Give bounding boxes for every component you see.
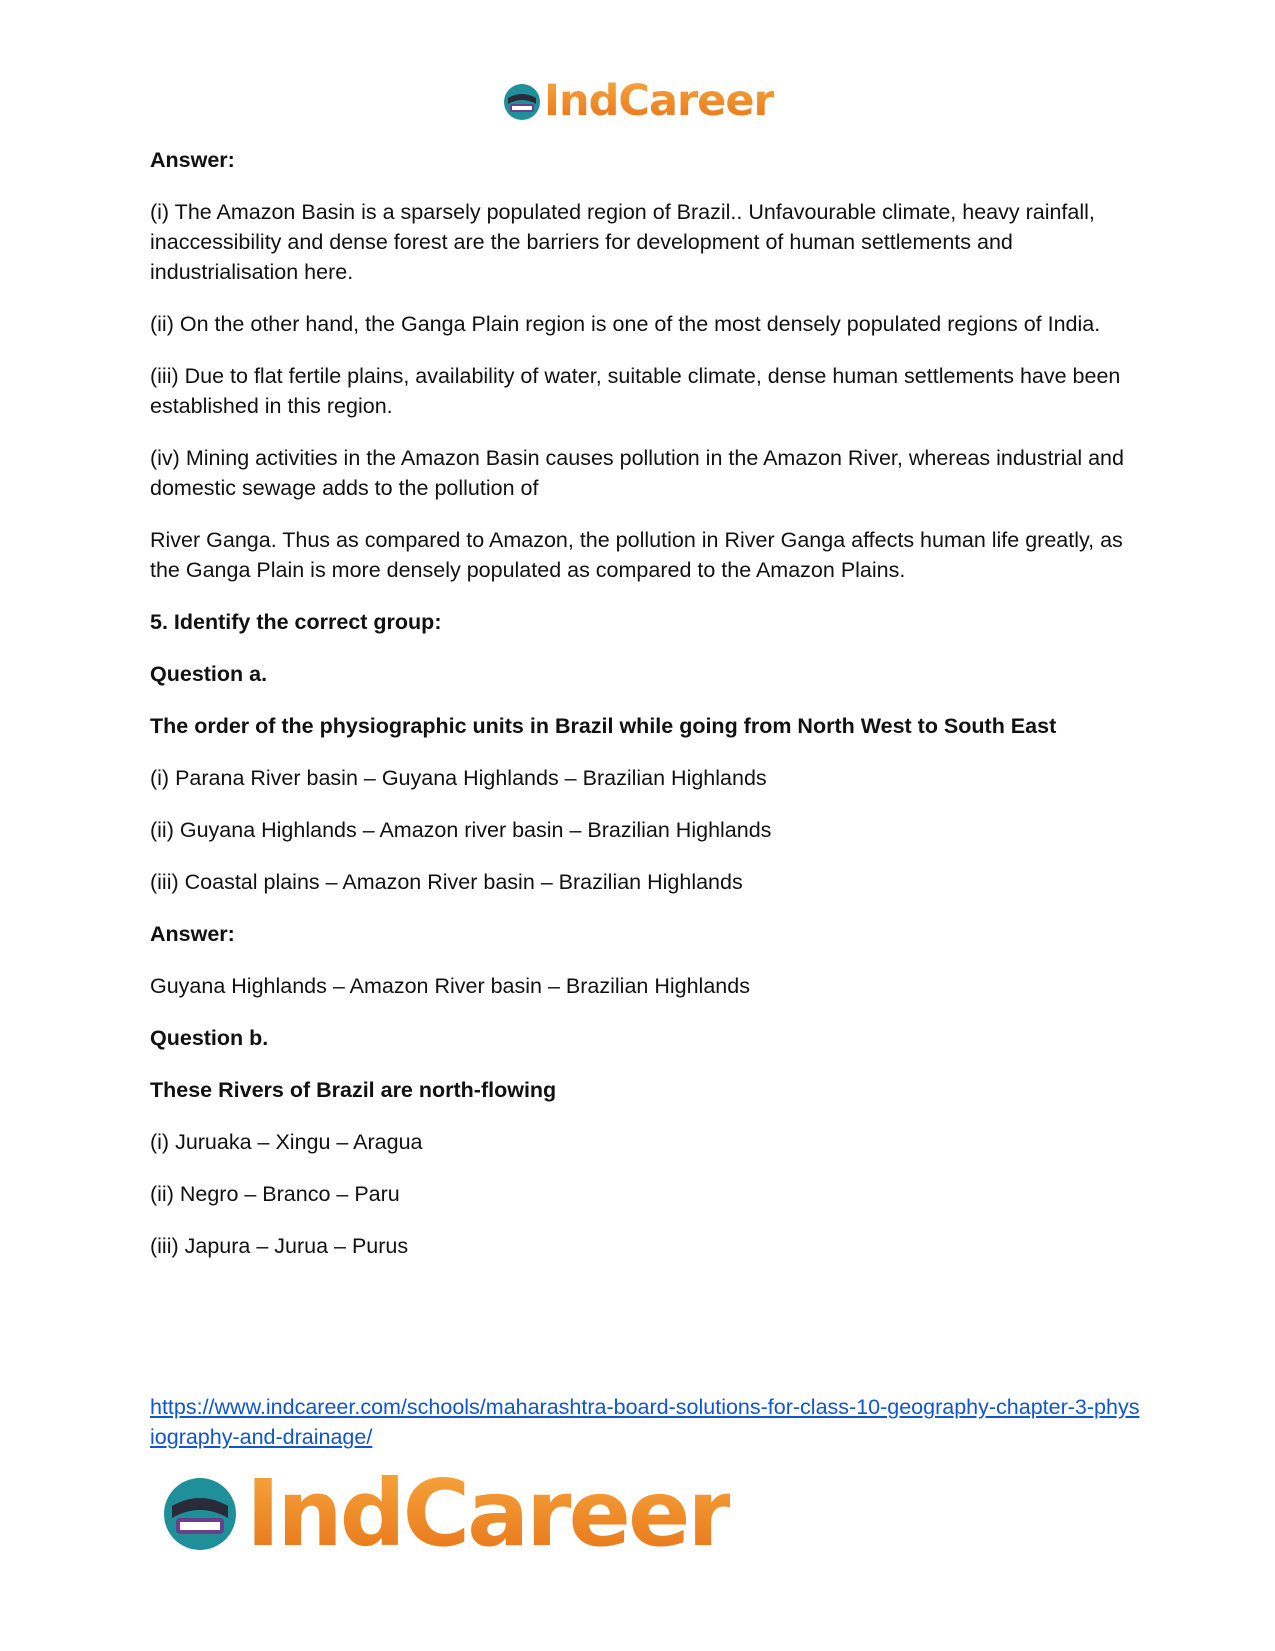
option-item: (i) Parana River basin – Guyana Highlands – Brazilian Highlands [150,766,767,790]
question-text: The order of the physiographic units in Brazil while going from North West to South East [150,714,1057,738]
paragraph: (iv) Mining activities in the Amazon Basin causes pollution in the Amazon River, whereas industrial and domestic sewage adds to the pollution of [150,446,1124,500]
question-label: Question b. [150,1026,269,1050]
option-item: (ii) Negro – Branco – Paru [150,1182,400,1206]
answer-heading: Answer: [150,148,235,172]
paragraph: (i) The Amazon Basin is a sparsely populated region of Brazil.. Unfavourable climate, heavy rainfall, inaccessibility and dense forest are the barriers for development of human settlements and industrialisation here. [150,200,1095,284]
answer-heading: Answer: [150,922,235,946]
source-link[interactable]: https://www.indcareer.com/schools/maharashtra-board-solutions-for-class-10-geography-chapter-3-physiography-and-drainage/ [150,1395,1140,1449]
section-heading: 5. Identify the correct group: [150,610,442,634]
question-label: Question a. [150,662,268,686]
paragraph: (ii) On the other hand, the Ganga Plain region is one of the most densely populated regions of India. [150,312,1101,336]
footer-logo [160,1460,730,1567]
globe-book-icon [502,82,542,122]
logo-text: IndCareer [544,76,774,126]
logo-text: IndCareer [246,1460,730,1567]
paragraph: River Ganga. Thus as compared to Amazon, the pollution in River Ganga affects human life greatly, as the Ganga Plain is more densely populated as compared to the Amazon Plains. [150,528,1123,582]
globe-book-icon [160,1474,240,1554]
option-item: (i) Juruaka – Xingu – Aragua [150,1130,423,1154]
document-body [150,145,1130,1283]
paragraph: (iii) Due to flat fertile plains, availability of water, suitable climate, dense human settlements have been established in this region. [150,364,1121,418]
header-logo [502,76,774,126]
option-item: (iii) Japura – Jurua – Purus [150,1234,409,1258]
question-text: These Rivers of Brazil are north-flowing [150,1078,557,1102]
option-item: (iii) Coastal plains – Amazon River basin – Brazilian Highlands [150,870,743,894]
option-item: (ii) Guyana Highlands – Amazon river basin – Brazilian Highlands [150,818,772,842]
answer-text: Guyana Highlands – Amazon River basin – Brazilian Highlands [150,974,750,998]
